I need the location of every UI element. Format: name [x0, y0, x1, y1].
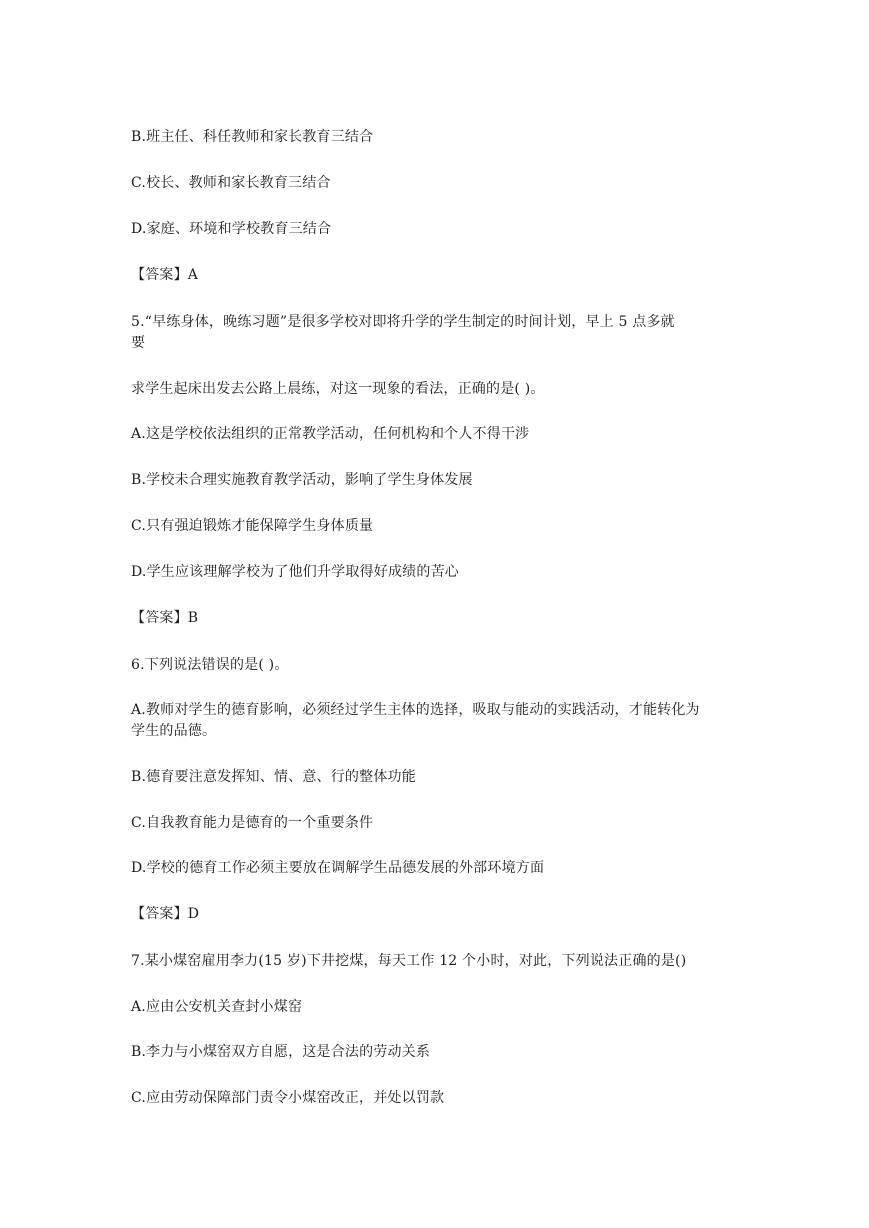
option-c-q7: C.应由劳动保障部门责令小煤窑改正，并处以罚款	[131, 1090, 445, 1106]
option-c-q5: C.只有强迫锻炼才能保障学生身体质量	[131, 518, 374, 534]
question-6: 6.下列说法错误的是( )。	[131, 657, 289, 673]
answer-q5: 【答案】B	[131, 610, 199, 626]
answer-q6: 【答案】D	[131, 906, 200, 922]
question-5-line3: 求学生起床出发去公路上晨练，对这一现象的看法，正确的是( )。	[131, 381, 545, 397]
question-7: 7.某小煤窑雇用李力(15 岁)下井挖煤，每天工作 12 个小时，对此，下列说法正确的是()	[131, 953, 687, 969]
option-b-q5: B.学校未合理实施教育教学活动，影响了学生身体发展	[131, 472, 473, 488]
question-5-line2: 要	[131, 335, 146, 351]
option-a-q6-line1: A.教师对学生的德育影响，必须经过学生主体的选择，吸取与能动的实践活动，才能转化为	[131, 702, 700, 718]
option-a-q5: A.这是学校依法组织的正常教学活动，任何机构和个人不得干涉	[131, 426, 530, 442]
question-5-line1: 5.“早练身体，晚练习题”是很多学校对即将升学的学生制定的时间计划，早上 5 点多就	[131, 314, 675, 330]
option-a-q6-line2: 学生的品德。	[131, 723, 217, 739]
option-d-q4: D.家庭、环境和学校教育三结合	[131, 221, 332, 237]
option-d-q5: D.学生应该理解学校为了他们升学取得好成绩的苦心	[131, 564, 459, 580]
option-b-q6: B.德育要注意发挥知、情、意、行的整体功能	[131, 769, 416, 785]
option-a-q7: A.应由公安机关查封小煤窑	[131, 999, 303, 1015]
option-b-q4: B.班主任、科任教师和家长教育三结合	[131, 129, 374, 145]
option-d-q6: D.学校的德育工作必须主要放在调解学生品德发展的外部环境方面	[131, 860, 545, 876]
option-b-q7: B.李力与小煤窑双方自愿，这是合法的劳动关系	[131, 1044, 431, 1060]
option-c-q6: C.自我教育能力是德育的一个重要条件	[131, 815, 374, 831]
option-c-q4: C.校长、教师和家长教育三结合	[131, 175, 331, 191]
answer-q4: 【答案】A	[131, 267, 199, 283]
